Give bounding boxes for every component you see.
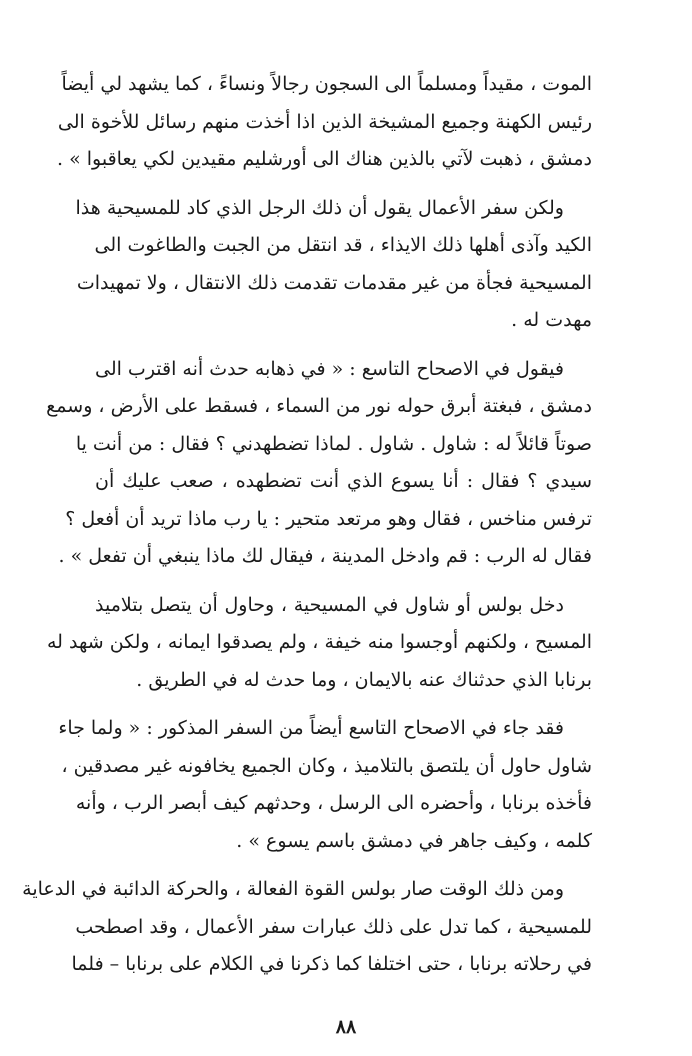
text-line: المسيحية فجأة من غير مقدمات تقدمت ذلك الانتقال ، ولا تمهيدات [76,271,592,294]
text-line: ولكن سفر الأعمال يقول أن ذلك الرجل الذي كاد للمسيحية هذا [75,196,564,219]
text-line: صوتاً قائلاً له : شاول . شاول . لماذا تضطهدني ؟ فقال : من أنت يا [75,432,592,455]
text-line: فقال له الرب : قم وادخل المدينة ، فيقال لك ماذا ينبغي أن تفعل » . [58,545,592,567]
paragraph-6 [22,871,592,984]
text-line: برنابا الذي حدثناك عنه بالايمان ، وما حدث له في الطريق . [136,668,592,691]
text-line: الكيد وآذى أهلها ذلك الايذاء ، قد انتقل من الجبت والطاغوت الى [94,234,592,256]
text-line: للمسيحية ، كما تدل على ذلك عبارات سفر الأعمال ، وقد اصطحب [75,915,592,938]
paragraph-4 [46,587,592,700]
text-line: كلمه ، وكيف جاهر في دمشق باسم يسوع » . [236,829,592,852]
text-line: المسيح ، ولكنهم أوجسوا منه خيفة ، ولم يصدقوا ايمانه ، ولكن شهد له [46,631,592,653]
text-line: شاول حاول أن يلتصق بالتلاميذ ، وكان الجميع يخافونه غير مصدقين ، [61,754,592,777]
text-line: فيقول في الاصحاح التاسع : « في ذهابه حدث أنه اقترب الى [94,357,564,380]
text-line: دمشق ، ذهبت لآتي بالذين هناك الى أورشليم مقيدين لكي يعاقبوا » . [57,148,592,170]
text-line: رئيس الكهنة وجميع المشيخة الذين اذا أخذت منهم رسائل للأخوة الى [57,110,592,133]
text-line: فأخذه برنابا ، وأحضره الى الرسل ، وحدثهم كيف أبصر الرب ، وأنه [75,792,592,814]
text-line: ومن ذلك الوقت صار بولس القوة الفعالة ، والحركة الدائبة في الدعاية [22,878,564,900]
text-line: في رحلاته برنابا ، حتى اختلفا كما ذكرنا في الكلام على برنابا – فلما [71,953,592,975]
paragraph-3 [46,351,592,576]
text-line: دمشق ، فبغتة أبرق حوله نور من السماء ، فسقط على الأرض ، وسمع [46,395,592,417]
text-line: دخل بولس أو شاول في المسيحية ، وحاول أن يتصل بتلاميذ [95,593,564,616]
text-line: فقد جاء في الاصحاح التاسع أيضاً من السفر المذكور : « ولما جاء [58,717,564,739]
paragraph-5 [58,710,592,860]
text-line: مهدت له . [511,309,592,331]
text-line: سيدي ؟ فقال : أنا يسوع الذي أنت تضطهده ، صعب عليك أن [95,470,592,492]
body-text [22,66,592,984]
page-number: ٨٨ [335,1016,357,1038]
paragraph-2 [75,190,592,340]
paragraph-1 [57,66,592,179]
text-line: الموت ، مقيداً ومسلماً الى السجون رجالاً ونساءً ، كما يشهد لي أيضاً [61,73,592,95]
text-line: ترفس مناخس ، فقال وهو مرتعد متحير : يا رب ماذا تريد أن أفعل ؟ [65,507,592,530]
